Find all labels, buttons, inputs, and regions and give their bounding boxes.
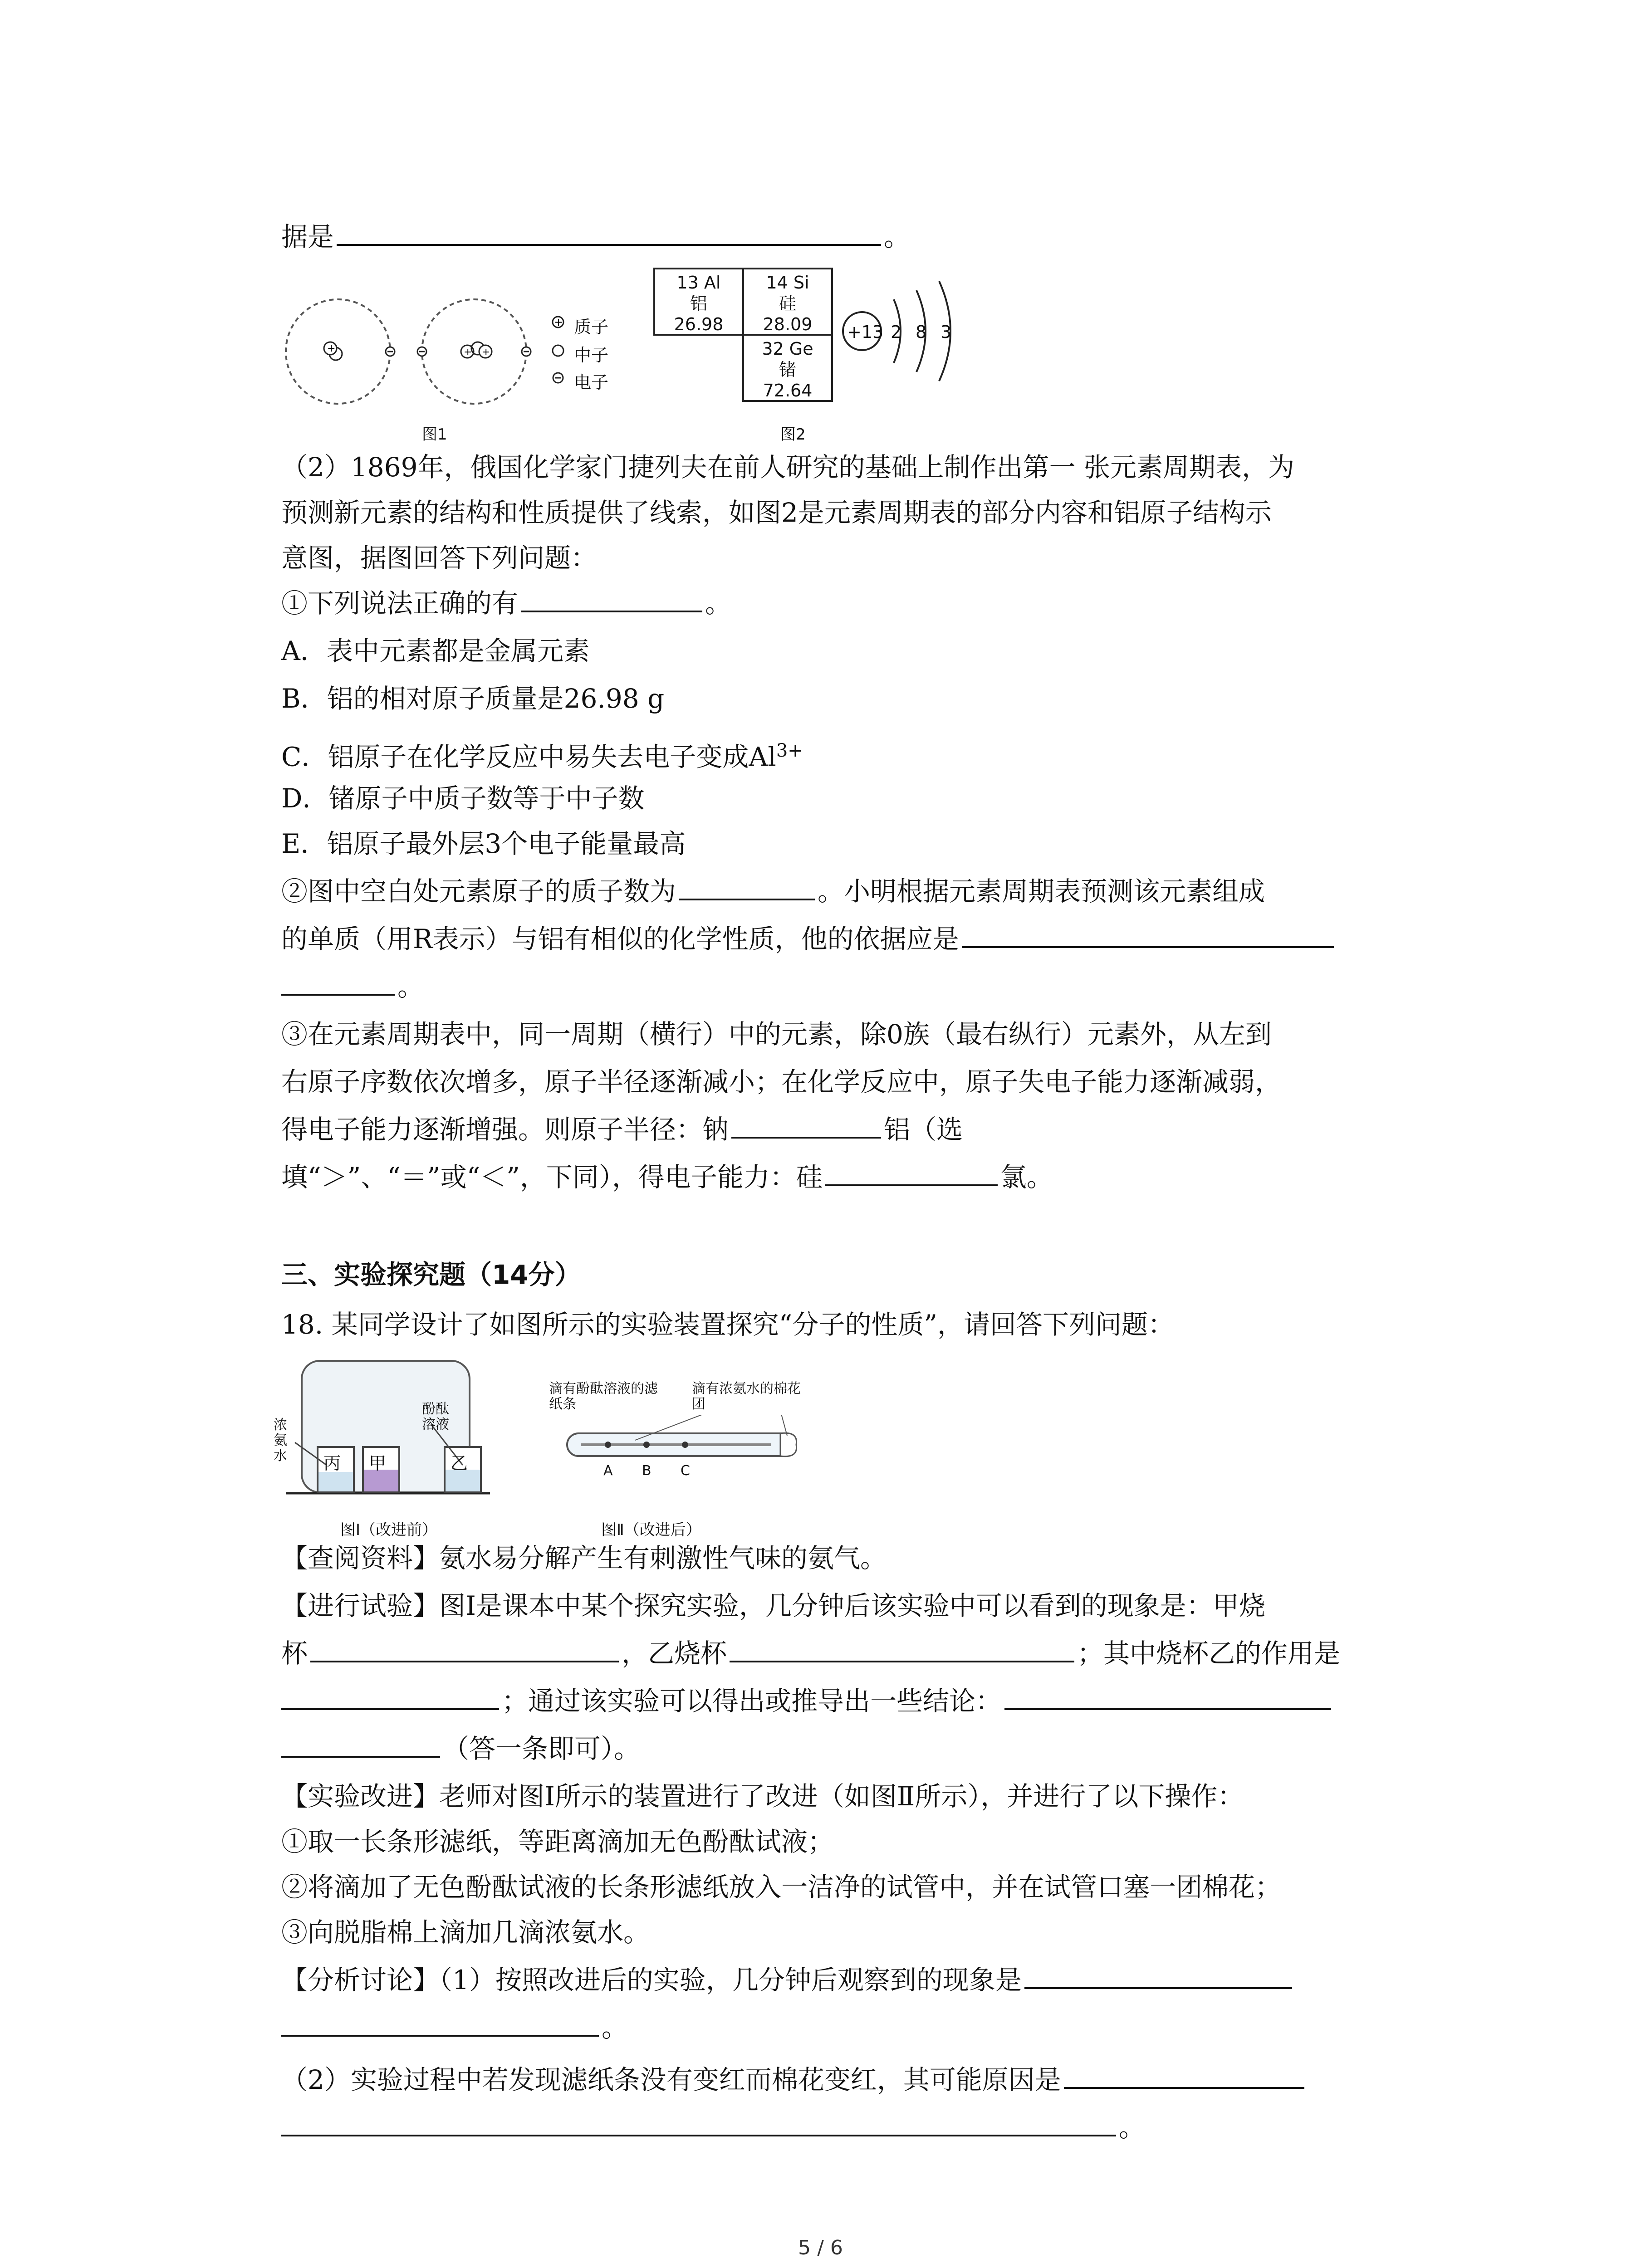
svg-text:+: + bbox=[482, 347, 490, 358]
figure-exp-before-caption: 图Ⅰ（改进前） bbox=[340, 1521, 438, 1539]
shell-2-count: 8 bbox=[916, 322, 927, 342]
label-cotton: 滴有浓氨水的棉花团 bbox=[692, 1381, 801, 1412]
answer-blank[interactable] bbox=[730, 1635, 1074, 1662]
sub3-line1: ③在元素周期表中，同一周期（横行）中的元素，除0族（最右纵行）元素外，从左到 bbox=[281, 1019, 1272, 1050]
beaker-yi-label: 乙 bbox=[451, 1453, 468, 1473]
sub3-line2: 右原子序数依次增多，原子半径逐渐减小；在化学反应中，原子失电子能力逐渐减弱， bbox=[281, 1066, 1282, 1097]
svg-text:+: + bbox=[554, 316, 563, 328]
label-phenolphthalein: 酚酞溶液 bbox=[422, 1401, 449, 1432]
sub3-line3: 得电子能力逐渐增强。则原子半径：钠 铝（选 bbox=[281, 1111, 963, 1148]
answer-blank[interactable] bbox=[1064, 2062, 1304, 2089]
sub2-line3: 。 bbox=[281, 968, 424, 1005]
answer-blank[interactable] bbox=[521, 585, 702, 612]
answer-blank[interactable] bbox=[731, 1111, 881, 1139]
section-heading: 三、实验探究题（14分） bbox=[281, 1259, 581, 1290]
answer-blank[interactable] bbox=[281, 968, 395, 996]
cell-silicon: 14 Si 硅 28.09 bbox=[742, 268, 833, 336]
legend-neutron: 中子 bbox=[574, 345, 609, 365]
q2-sub1: ①下列说法正确的有 。 bbox=[281, 585, 731, 621]
figure-exp-after-caption: 图Ⅱ（改进后） bbox=[601, 1521, 701, 1539]
answer-blank[interactable] bbox=[825, 1159, 998, 1186]
drop-c bbox=[682, 1442, 688, 1448]
shell-3-count: 3 bbox=[941, 322, 952, 342]
label-filter-strip: 滴有酚酞溶液的滤纸条 bbox=[549, 1381, 658, 1412]
option-a: A．表中元素都是金属元素 bbox=[281, 635, 590, 666]
answer-blank[interactable] bbox=[281, 2009, 599, 2037]
figure2-caption: 图2 bbox=[780, 425, 806, 444]
answer-blank[interactable] bbox=[281, 2109, 1116, 2136]
option-d: D．锗原子中质子数等于中子数 bbox=[281, 783, 645, 814]
cell-germanium: 32 Ge 锗 72.64 bbox=[742, 334, 833, 402]
legend-electron: 电子 bbox=[574, 372, 609, 392]
drop-a bbox=[605, 1442, 611, 1448]
figure-exp-before bbox=[277, 1356, 513, 1506]
answer-blank[interactable] bbox=[281, 1683, 499, 1710]
cha-yue-zi-liao: 【查阅资料】氨水易分解产生有刺激性气味的氨气。 bbox=[281, 1543, 887, 1574]
fen-xi-3: （2）实验过程中若发现滤纸条没有变红而棉花变红，其可能原因是 bbox=[281, 2062, 1307, 2098]
q2-line2: 预测新元素的结构和性质提供了线索，如图2是元素周期表的部分内容和铝原子结构示 bbox=[281, 497, 1272, 528]
answer-blank[interactable] bbox=[1004, 1683, 1331, 1710]
option-e: E．铝原子最外层3个电子能量最高 bbox=[281, 828, 686, 859]
q2-line1: （2）1869年，俄国化学家门捷列夫在前人研究的基础上制作出第一 张元素周期表，为 bbox=[281, 452, 1294, 483]
answer-blank[interactable] bbox=[962, 921, 1334, 948]
shell-1-count: 2 bbox=[891, 322, 902, 342]
point-b: B bbox=[642, 1463, 652, 1479]
nucleus-charge: +13 bbox=[847, 322, 884, 342]
drop-b bbox=[643, 1442, 650, 1448]
fen-xi-1: 【分析讨论】（1）按照改进后的实验，几分钟后观察到的现象是 bbox=[281, 1962, 1295, 1998]
step-3: ③向脱脂棉上滴加几滴浓氨水。 bbox=[281, 1917, 650, 1948]
beaker-jia-label: 甲 bbox=[369, 1453, 387, 1473]
fen-xi-4: 。 bbox=[281, 2109, 1145, 2146]
fen-xi-2: 。 bbox=[281, 2009, 628, 2046]
answer-blank[interactable] bbox=[310, 1635, 619, 1662]
step-2: ②将滴加了无色酚酞试液的长条形滤纸放入一洁净的试管中，并在试管口塞一团棉花； bbox=[281, 1872, 1282, 1902]
answer-line-basis: 据是 。 bbox=[281, 219, 910, 255]
answer-blank[interactable] bbox=[281, 1730, 440, 1758]
beaker-bing-label: 丙 bbox=[323, 1453, 341, 1473]
answer-blank[interactable] bbox=[1024, 1962, 1292, 1989]
jin-xing-shi-yan-2: 杯 ，乙烧杯 ；其中烧杯乙的作用是 bbox=[281, 1635, 1340, 1672]
answer-blank[interactable] bbox=[679, 873, 815, 900]
atom1-orbit bbox=[286, 299, 390, 404]
svg-text:+: + bbox=[464, 347, 472, 358]
answer-blank[interactable] bbox=[337, 219, 881, 246]
point-a: A bbox=[603, 1463, 613, 1479]
label-ammonia: 浓氨水 bbox=[274, 1417, 287, 1464]
page-number: 5 / 6 bbox=[798, 2236, 843, 2259]
option-b: B．铝的相对原子质量是26.98 g bbox=[281, 683, 665, 714]
q2-line3: 意图，据图回答下列问题： bbox=[281, 543, 598, 573]
figure1-atoms bbox=[277, 290, 685, 417]
option-c: C．铝原子在化学反应中易失去电子变成$Al^{3+}$ bbox=[281, 740, 803, 772]
point-c: C bbox=[681, 1463, 690, 1479]
legend-proton: 质子 bbox=[574, 317, 609, 337]
shi-yan-gai-jin: 【实验改进】老师对图Ⅰ所示的装置进行了改进（如图Ⅱ所示），并进行了以下操作： bbox=[281, 1781, 1244, 1812]
sub2-line1: ②图中空白处元素原子的质子数为 。小明根据元素周期表预测该元素组成 bbox=[281, 873, 1265, 909]
jin-xing-shi-yan-3: ；通过该实验可以得出或推导出一些结论： bbox=[281, 1683, 1334, 1719]
jin-xing-shi-yan-1: 【进行试验】图Ⅰ是课本中某个探究实验，几分钟后该实验中可以看到的现象是：甲烧 bbox=[281, 1590, 1265, 1621]
question-18: 18. 某同学设计了如图所示的实验装置探究“分子的性质”，请回答下列问题： bbox=[281, 1309, 1174, 1340]
sub3-line4: 填“＞”、“＝”或“＜”，下同），得电子能力：硅 氯。 bbox=[281, 1159, 1053, 1195]
cell-aluminium: 13 Al 铝 26.98 bbox=[653, 268, 744, 336]
cotton-ball bbox=[780, 1433, 797, 1456]
sub2-line2: 的单质（用R表示）与铝有相似的化学性质，他的依据应是 bbox=[281, 921, 1337, 957]
figure1-caption: 图1 bbox=[422, 425, 447, 444]
svg-text:+: + bbox=[327, 343, 336, 354]
jin-xing-shi-yan-4: （答一条即可）。 bbox=[281, 1730, 640, 1767]
cell-blank bbox=[742, 334, 744, 337]
legend-neutron-icon bbox=[553, 345, 563, 356]
step-1: ①取一长条形滤纸，等距离滴加无色酚酞试液； bbox=[281, 1826, 834, 1857]
